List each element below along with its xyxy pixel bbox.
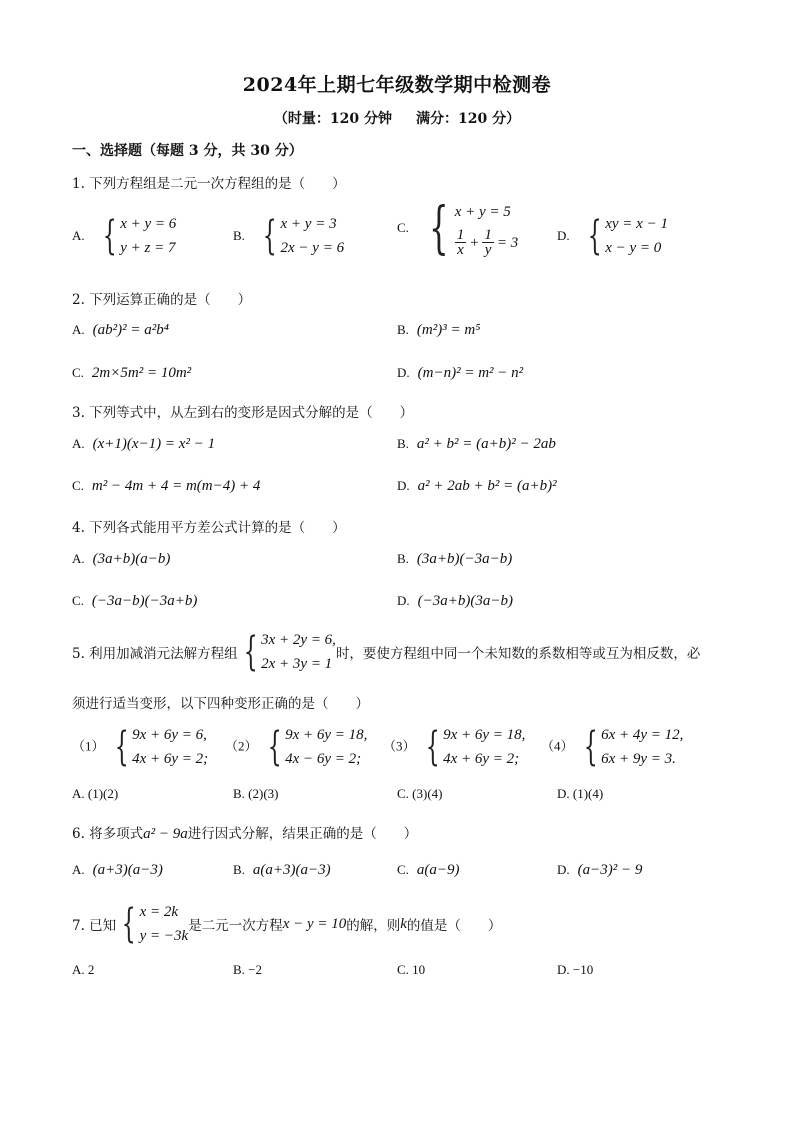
q7-stem: 7. 已知 { x = 2k y = −3k 是二元一次方程 x − y = 10 的解，则 k 的值是（ ）: [72, 901, 502, 947]
option-label: B.: [397, 551, 409, 566]
q2-option-d[interactable]: [397, 365, 523, 382]
option-label: D.: [557, 227, 570, 243]
variant-label: （3）: [383, 738, 416, 754]
q4-stem: 4. 下列各式能用平方差公式计算的是（ ）: [72, 520, 346, 536]
eq-row: 2x + 3y = 1: [261, 656, 333, 672]
option-expr: a² + 2ab + b² = (a+b)²: [417, 478, 557, 494]
exam-subtitle: [0, 108, 794, 128]
q6-stem: [72, 822, 417, 843]
q7-equation: x − y = 10: [282, 915, 347, 932]
eq-row: x − y = 0: [605, 240, 662, 256]
q4-option-d[interactable]: [397, 593, 513, 610]
q1-option-c[interactable]: C. { x + y = 5 $\frac{1}{x}$ + $\frac{1}{y}$ = 3: [397, 195, 519, 261]
time-limit: （时量：120 分钟: [273, 111, 392, 127]
option-label: A.: [72, 227, 85, 243]
q7-stem-post: 的值是（ ）: [406, 918, 502, 934]
q3-option-b[interactable]: [397, 436, 556, 453]
q5-stem-post: 时，要使方程组中同一个未知数的系数相等或互为相反数，必: [335, 646, 701, 662]
q4-option-b[interactable]: [397, 551, 512, 568]
section-heading: 一、选择题（每题 3 分，共 30 分）: [72, 143, 303, 159]
q1-option-d[interactable]: D. { xy = x − 1 x − y = 0: [557, 213, 668, 259]
option-label: C.: [72, 365, 84, 380]
q7-option-b[interactable]: B. −2: [233, 962, 263, 977]
full-score: 满分：120 分）: [416, 111, 521, 127]
eq-row: 9x + 6y = 6,: [132, 727, 207, 743]
q5-stem: 5. 利用加减消元法解方程组 { 3x + 2y = 6, 2x + 3y = 1 时，要使方程组中同一个未知数的系数相等或互为相反数，必: [72, 629, 701, 675]
option-expr: (a+3)(a−3): [92, 862, 163, 878]
q7-option-a[interactable]: A. 2: [72, 962, 95, 977]
q5-stem-line2: 须进行适当变形，以下四种变形正确的是（ ）: [72, 696, 369, 712]
option-label: D.: [557, 862, 570, 877]
q7-option-c[interactable]: C. 10: [397, 962, 426, 977]
frac-denominator: y: [484, 242, 492, 258]
option-expr: a(a−9): [416, 862, 460, 878]
q1-stem: 1. 下列方程组是二元一次方程组的是（ ）: [72, 176, 346, 192]
q3-option-c[interactable]: [72, 478, 260, 495]
eq-row: 6x + 4y = 12,: [601, 727, 684, 743]
q5-variant-2: （2） { 9x + 6y = 18, 4x − 6y = 2;: [225, 724, 368, 770]
q6-stem-post: 进行因式分解，结果正确的是（ ）: [187, 826, 418, 842]
frac-numerator: 1: [456, 227, 465, 243]
frac-numerator: 1: [484, 227, 492, 243]
option-label: B.: [233, 227, 245, 243]
q5-option-d[interactable]: D. (1)(4): [557, 786, 604, 801]
q2-option-a[interactable]: [72, 322, 169, 339]
option-expr: a(a+3)(a−3): [252, 862, 331, 878]
option-label: B.: [233, 862, 245, 877]
q3-option-a[interactable]: [72, 436, 215, 453]
option-label: C.: [72, 478, 84, 493]
eq-row: 4x + 6y = 2;: [443, 751, 520, 767]
q6-polynomial: a² − 9a: [143, 826, 188, 842]
option-expr: (3a+b)(a−b): [92, 551, 171, 567]
q5-option-c[interactable]: C. (3)(4): [397, 786, 443, 801]
option-expr: a² + b² = (a+b)² − 2ab: [416, 436, 556, 452]
q5-variant-4: （4） { 6x + 4y = 12, 6x + 9y = 3.: [541, 724, 684, 770]
option-expr: 2m×5m² = 10m²: [91, 365, 192, 381]
eq-row: 9x + 6y = 18,: [443, 727, 526, 743]
option-label: D.: [397, 478, 410, 493]
option-label: C.: [397, 220, 409, 235]
option-label: A.: [72, 551, 85, 566]
q5-option-b[interactable]: B. (2)(3): [233, 786, 279, 801]
option-label: C.: [72, 593, 84, 608]
option-expr: (a−3)² − 9: [577, 862, 643, 878]
option-expr: (x+1)(x−1) = x² − 1: [92, 436, 216, 452]
option-expr: (ab²)² = a²b⁴: [92, 322, 169, 338]
q5-stem-pre: 5. 利用加减消元法解方程组: [72, 646, 238, 662]
eq-row: x = 2k: [139, 904, 179, 920]
q6-option-c[interactable]: [397, 862, 460, 879]
q4-option-a[interactable]: [72, 551, 170, 568]
option-expr: (−3a−b)(−3a+b): [91, 593, 198, 609]
q6-stem-pre: 6. 将多项式: [72, 826, 144, 842]
option-expr: (3a+b)(−3a−b): [416, 551, 513, 567]
q5-variant-1: （1） { 9x + 6y = 6, 4x + 6y = 2;: [72, 724, 209, 770]
q7-variable-k: k: [400, 915, 407, 932]
eq-row: 4x − 6y = 2;: [285, 751, 362, 767]
option-label: A.: [72, 322, 85, 337]
q2-stem: 2. 下列运算正确的是（ ）: [72, 292, 252, 308]
eq-row: 4x + 6y = 2;: [132, 751, 209, 767]
variant-label: （4）: [541, 738, 574, 754]
q1-option-a[interactable]: A. { x + y = 6 y + z = 7: [72, 213, 177, 259]
option-label: A.: [72, 862, 85, 877]
eq-row: 2x − y = 6: [280, 240, 345, 256]
eq-row: x + y = 5: [454, 204, 511, 220]
option-expr: (m²)³ = m⁵: [416, 322, 481, 338]
q5-variant-3: （3） { 9x + 6y = 18, 4x + 6y = 2;: [383, 724, 526, 770]
q7-option-d[interactable]: D. −10: [557, 962, 594, 977]
q6-option-a[interactable]: [72, 862, 163, 879]
q3-stem: 3. 下列等式中，从左到右的变形是因式分解的是（ ）: [72, 405, 414, 421]
variant-label: （1）: [72, 738, 105, 754]
eq-row: x + y = 3: [280, 216, 337, 232]
option-label: D.: [397, 593, 410, 608]
variant-label: （2）: [225, 738, 258, 754]
frac-denominator: x: [457, 242, 464, 258]
q2-option-c[interactable]: [72, 365, 191, 382]
option-expr: m² − 4m + 4 = m(m−4) + 4: [91, 478, 261, 494]
eq-row: 3x + 2y = 6,: [261, 632, 336, 648]
eq-row: y = −3k: [139, 928, 189, 944]
q7-stem-pre: 7. 已知: [72, 918, 117, 934]
option-label: B.: [397, 322, 409, 337]
q1-option-b[interactable]: B. { x + y = 3 2x − y = 6: [233, 213, 345, 259]
option-expr: (−3a+b)(3a−b): [417, 593, 513, 609]
plus-sign: +: [469, 234, 480, 251]
q2-option-b[interactable]: [397, 322, 480, 339]
eq-row: 9x + 6y = 18,: [285, 727, 368, 743]
eq-row: x + y = 6: [120, 216, 177, 232]
eq-row: y + z = 7: [120, 240, 176, 256]
eq-row: 6x + 9y = 3.: [601, 751, 676, 767]
option-label: C.: [397, 862, 409, 877]
q5-option-a[interactable]: A. (1)(2): [72, 786, 119, 801]
exam-title: 2024年上期七年级数学期中检测卷: [242, 74, 552, 96]
q3-option-d[interactable]: [397, 478, 557, 495]
q6-option-d[interactable]: [557, 862, 642, 879]
q6-option-b[interactable]: [233, 862, 331, 879]
option-label: D.: [397, 365, 410, 380]
equals-value: = 3: [496, 234, 519, 251]
q7-stem-mid: 是二元一次方程: [188, 918, 283, 934]
q4-option-c[interactable]: [72, 593, 197, 610]
option-label: A.: [72, 436, 85, 451]
eq-row: xy = x − 1: [605, 216, 668, 232]
q7-stem-mid2: 的解，则: [346, 918, 401, 934]
option-expr: (m−n)² = m² − n²: [417, 365, 524, 381]
option-label: B.: [397, 436, 409, 451]
